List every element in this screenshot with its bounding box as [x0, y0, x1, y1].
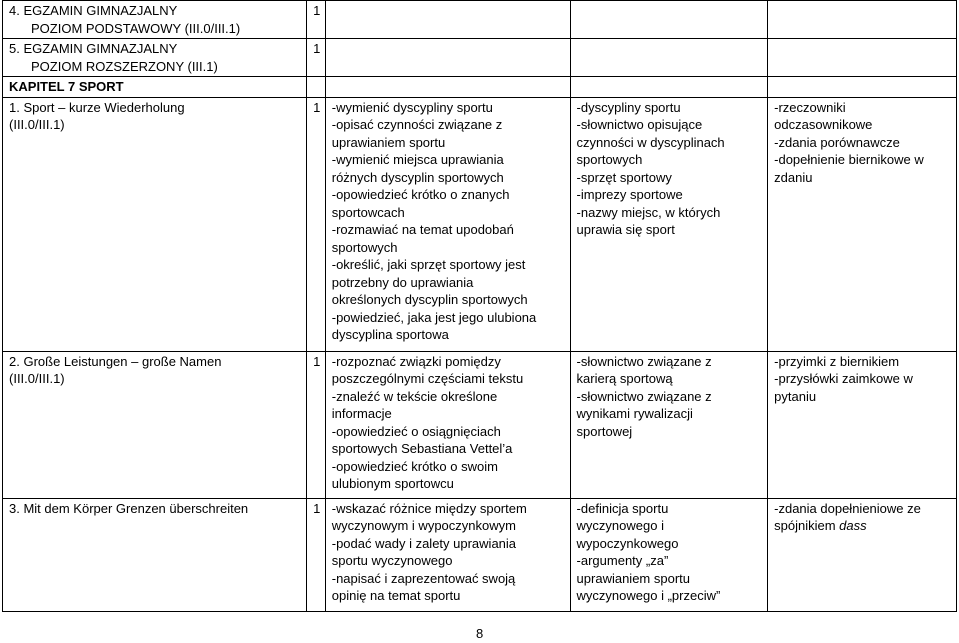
list-item: karierą sportową [576, 371, 673, 386]
list-item: pytaniu [774, 388, 817, 404]
grammar-cell [768, 1, 957, 39]
list-item: sportowych Sebastiana Vettel’a [331, 441, 513, 456]
list-item: -słownictwo opisujące [576, 117, 703, 132]
vocabulary-cell [570, 351, 768, 498]
list-item: wyczynowego i „przeciw” [576, 588, 721, 603]
table-row [3, 39, 957, 77]
list-item: potrzebny do uprawiania [331, 274, 474, 290]
list-item: sportowcach [331, 204, 405, 220]
chapter-title: KAPITEL 7 SPORT [3, 77, 307, 98]
grammar-cell [768, 498, 957, 611]
list-item: -rzeczowniki [774, 99, 846, 115]
grammar-keyword: dass [839, 518, 867, 533]
page-number: 8 [476, 626, 484, 641]
list-item: -sprzęt sportowy [576, 169, 672, 185]
list-item: opinię na temat sportu [331, 588, 461, 603]
list-item: -opisać czynności związane z [331, 117, 503, 132]
list-item: -imprezy sportowe [576, 187, 683, 202]
skills-cell [325, 39, 570, 77]
list-item: uprawia się sport [576, 222, 675, 237]
grammar-cell [768, 77, 957, 98]
list-item: -opowiedzieć krótko o znanych [331, 187, 510, 202]
list-item: uprawianiem sportu [576, 570, 690, 586]
list-item: -określić, jaki sprzęt sportowy jest [331, 257, 526, 272]
vocabulary-cell [570, 77, 768, 98]
table-row [3, 498, 957, 611]
list-item: czynności w dyscyplinach [576, 134, 725, 150]
list-item: sportu wyczynowego [331, 553, 453, 568]
list-item: uprawianiem sportu [331, 134, 446, 150]
list-item: sportowych [576, 152, 643, 167]
list-item: -podać wady i zalety uprawiania [331, 535, 517, 551]
topic-cell [3, 1, 307, 39]
list-item: informacje [331, 406, 392, 421]
topic-title: 3. Mit dem Körper Grenzen überschreiten [9, 500, 249, 516]
grammar-cell [768, 351, 957, 498]
skills-cell [325, 97, 570, 351]
list-item: dyscyplina sportowa [331, 327, 449, 342]
list-item: wyczynowym i wypoczynkowym [331, 518, 516, 533]
list-item: różnych dyscyplin sportowych [331, 169, 504, 185]
list-item [774, 517, 952, 535]
skills-cell [325, 1, 570, 39]
table-row [3, 97, 957, 351]
list-item: poszczególnymi częściami tekstu [331, 371, 524, 386]
topic-subtitle: POZIOM PODSTAWOWY (III.0/III.1) [31, 20, 241, 36]
list-item: -dopełnienie biernikowe w [774, 152, 924, 167]
list-item: -rozpoznać związki pomiędzy [331, 353, 501, 369]
vocabulary-cell [570, 97, 768, 351]
list-item: -słownictwo związane z [576, 388, 712, 404]
list-item: wyczynowego i [576, 518, 664, 533]
topic-cell [3, 351, 307, 498]
skills-cell [325, 498, 570, 611]
list-item: -napisać i zaprezentować swoją [331, 570, 516, 586]
list-item: -wymienić dyscypliny sportu [331, 99, 493, 115]
list-item: -opowiedzieć krótko o swoim [331, 458, 498, 474]
list-item: wynikami rywalizacji [576, 406, 693, 421]
list-item: wypoczynkowego [576, 535, 679, 551]
list-item: określonych dyscyplin sportowych [331, 292, 528, 307]
vocabulary-cell [570, 498, 768, 611]
list-item: -wskazać różnice między sportem [331, 500, 527, 516]
list-item: -przysłówki zaimkowe w [774, 371, 913, 386]
table-row [3, 351, 957, 498]
list-item: -opowiedzieć o osiągnięciach [331, 423, 501, 439]
list-item: -powiedzieć, jaka jest jego ulubiona [331, 309, 537, 325]
list-item: sportowych [331, 239, 398, 255]
grammar-text: spójnikiem [774, 518, 840, 533]
list-item: sportowej [576, 423, 633, 439]
list-item: -argumenty „za” [576, 553, 669, 568]
table-row [3, 1, 957, 39]
vocabulary-cell [570, 1, 768, 39]
curriculum-table [2, 0, 957, 612]
topic-title: 4. EGZAMIN GIMNAZJALNY [9, 3, 178, 18]
list-item: -zdania porównawcze [774, 134, 900, 150]
list-item: ulubionym sportowcu [331, 476, 454, 491]
vocabulary-cell [570, 39, 768, 77]
list-item: -dyscypliny sportu [576, 99, 681, 115]
grammar-cell [768, 39, 957, 77]
hours-cell: 1 [307, 498, 326, 611]
table-row [3, 77, 957, 98]
list-item: -rozmawiać na temat upodobań [331, 222, 514, 237]
list-item: -znaleźć w tekście określone [331, 388, 498, 404]
hours-cell: 1 [307, 97, 326, 351]
list-item: zdaniu [774, 169, 813, 185]
topic-cell [3, 39, 307, 77]
list-item: odczasownikowe [774, 117, 873, 132]
list-item: -zdania dopełnieniowe ze [774, 500, 921, 516]
skills-cell [325, 77, 570, 98]
topic-subtitle: (III.0/III.1) [9, 117, 65, 132]
list-item: -wymienić miejsca uprawiania [331, 152, 504, 167]
grammar-cell [768, 97, 957, 351]
hours-cell [307, 77, 326, 98]
hours-cell: 1 [307, 1, 326, 39]
skills-cell [325, 351, 570, 498]
topic-title: 5. EGZAMIN GIMNAZJALNY [9, 41, 178, 56]
topic-cell [3, 498, 307, 611]
list-item: -nazwy miejsc, w których [576, 204, 721, 220]
list-item: -definicja sportu [576, 500, 669, 516]
list-item: -słownictwo związane z [576, 353, 712, 369]
topic-cell [3, 97, 307, 351]
list-item: -przyimki z biernikiem [774, 353, 900, 369]
topic-subtitle: POZIOM ROZSZERZONY (III.1) [31, 58, 218, 74]
topic-title: 1. Sport – kurze Wiederholung [9, 99, 185, 115]
topic-title: 2. Große Leistungen – große Namen [9, 353, 222, 369]
hours-cell: 1 [307, 39, 326, 77]
topic-subtitle: (III.0/III.1) [9, 371, 65, 386]
hours-cell: 1 [307, 351, 326, 498]
